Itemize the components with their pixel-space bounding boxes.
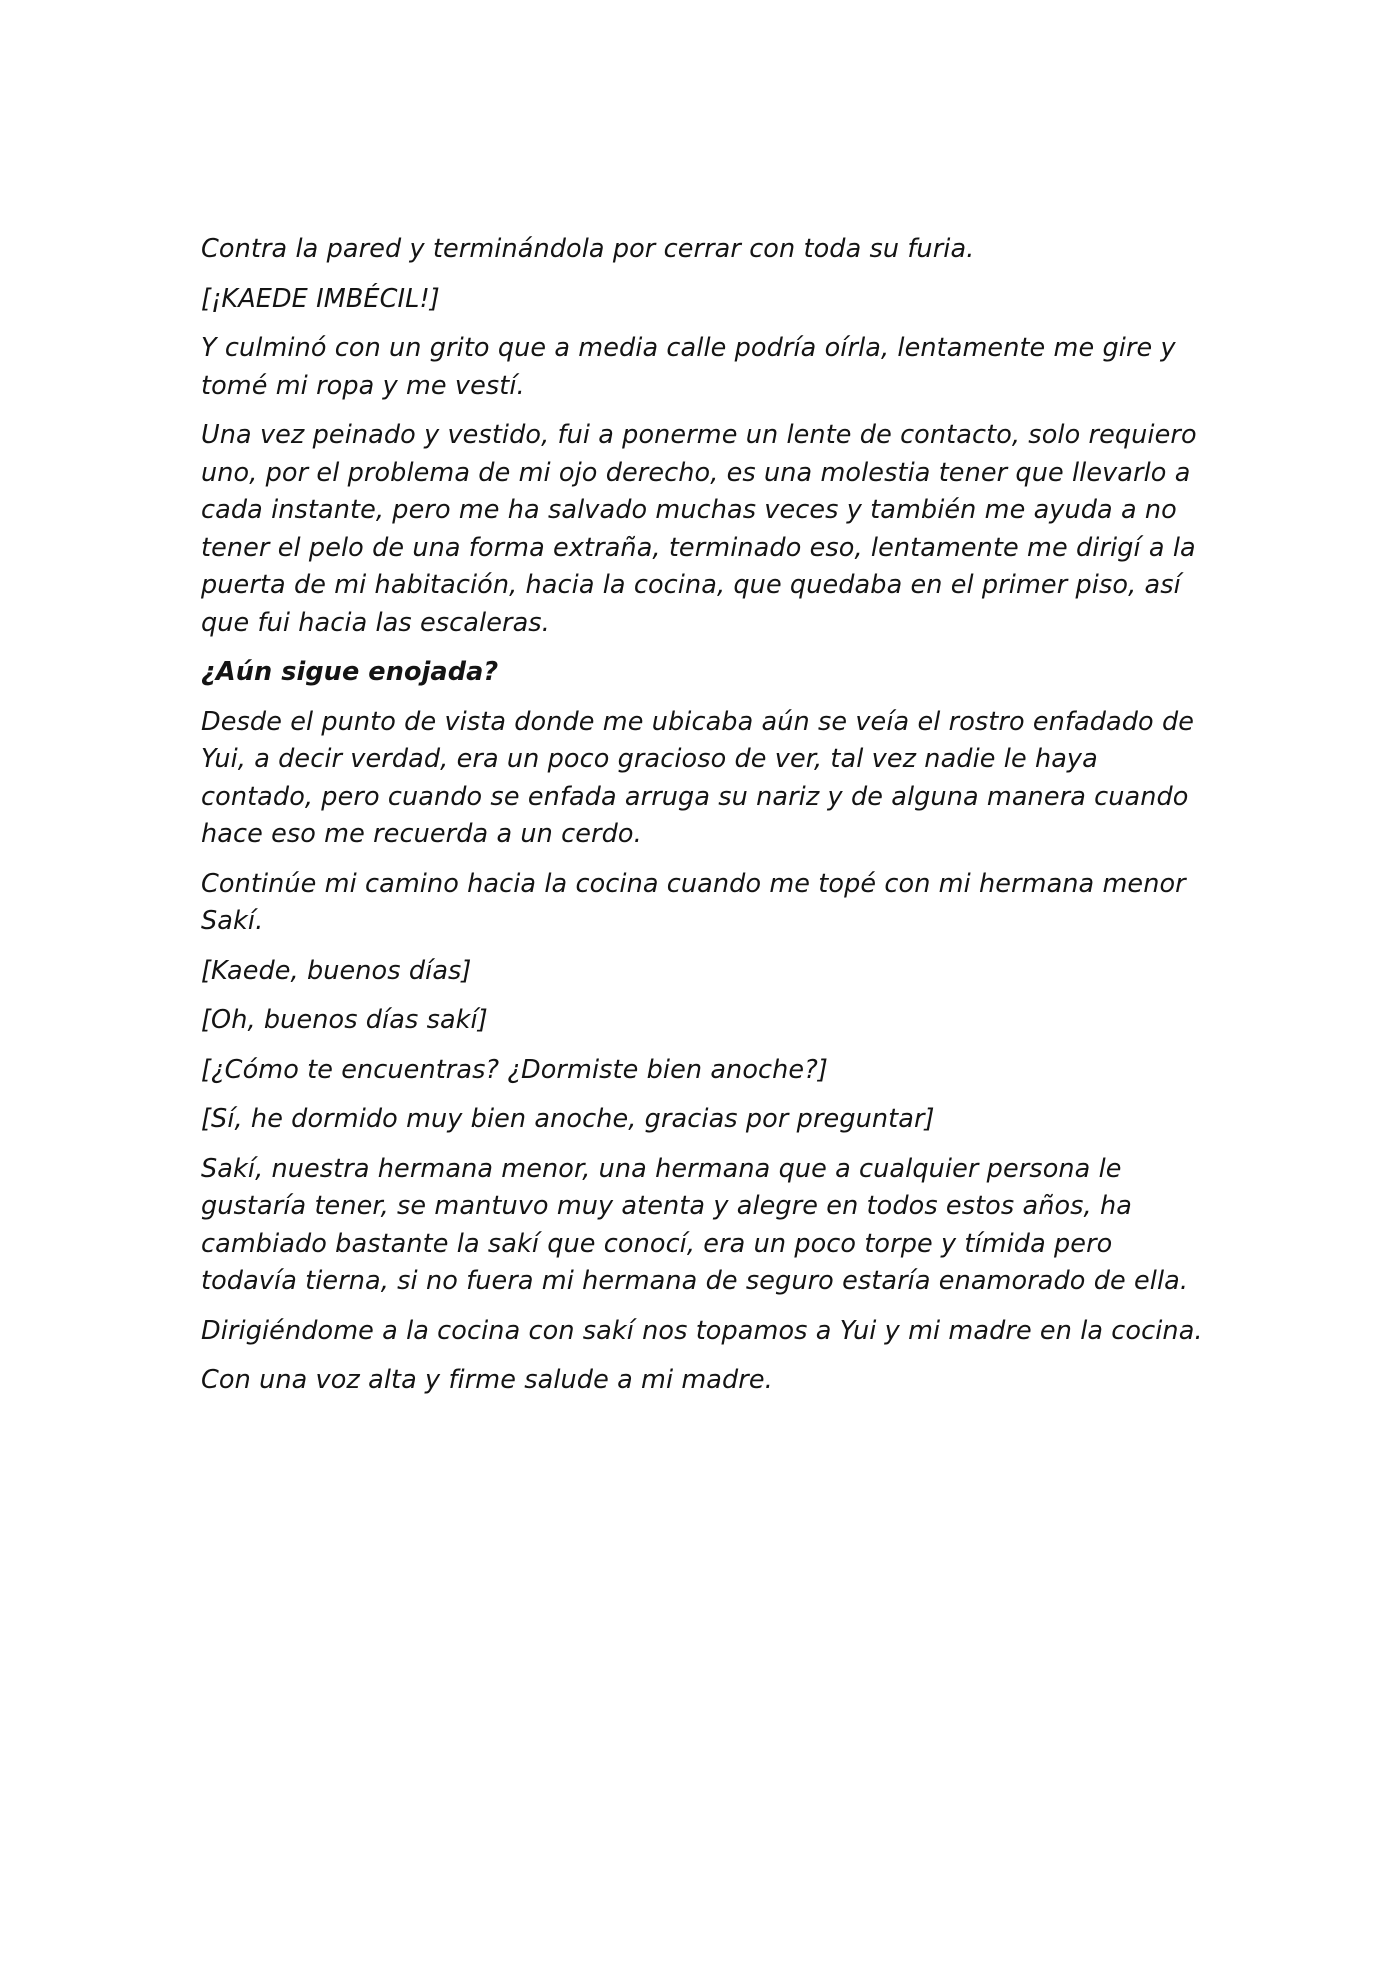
paragraph: Y culminó con un grito que a media calle podría oírla, lentamente me gire y tomé mi ropa y me vestí.	[201, 333, 1176, 401]
paragraph: Desde el punto de vista donde me ubicaba aún se veía el rostro enfadado de Yui, a decir verdad, era un poco gracioso de ver, tal vez nadie le haya contado, pero cuando se enfada arruga su nariz y de alguna manera cuando hace eso me recuerda a un cerdo.	[201, 706, 1195, 849]
dialogue-line: [¿Cómo te encuentras? ¿Dormiste bien anoche?]	[201, 1054, 828, 1085]
paragraph: Contra la pared y terminándola por cerrar con toda su furia.	[201, 234, 975, 264]
paragraph: Sakí, nuestra hermana menor, una hermana que a cualquier persona le gustaría tener, se mantuvo muy atenta y alegre en todos estos años, ha cambiado bastante la sakí que conocí, era un poco torpe y tímida pero todavía tierna, si no fuera mi hermana de seguro estaría enamorado de ella.	[201, 1153, 1189, 1296]
dialogue-line: [Sí, he dormido muy bien anoche, gracias por preguntar]	[201, 1104, 935, 1134]
paragraph: Dirigiéndome a la cocina con sakí nos topamos a Yui y mi madre en la cocina.	[201, 1315, 1203, 1346]
paragraph: Con una voz alta y firme salude a mi madre.	[201, 1365, 773, 1395]
paragraph: Continúe mi camino hacia la cocina cuando me topé con mi hermana menor Sakí.	[201, 868, 1186, 936]
paragraph: Una vez peinado y vestido, fui a ponerme un lente de contacto, solo requiero uno, por el problema de mi ojo derecho, es una molestia tener que llevarlo a cada instante, pero me ha salvado muchas veces y también me ayuda a no tener el pelo de una forma extraña, terminado eso, lentamente me dirigí a la puerta de mi habitación, hacia la cocina, que quedaba en el primer piso, así que fui hacia las escaleras.	[201, 420, 1197, 638]
thought-line: ¿Aún sigue enojada?	[201, 657, 499, 687]
body-text	[201, 231, 1211, 1412]
dialogue-line: [¡KAEDE IMBÉCIL!]	[201, 283, 440, 314]
dialogue-line: [Oh, buenos días sakí]	[201, 1005, 488, 1035]
dialogue-line: [Kaede, buenos días]	[201, 955, 472, 986]
